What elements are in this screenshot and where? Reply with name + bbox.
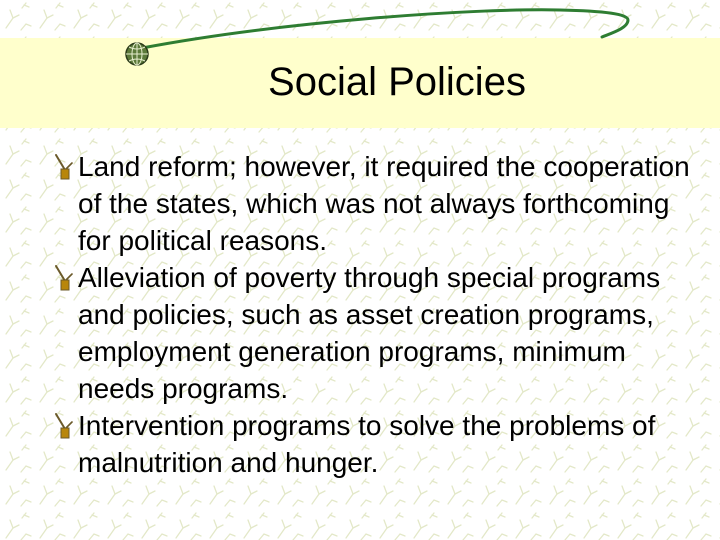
bullet-item [52,259,702,407]
sprig-bullet-icon [52,412,74,440]
bullet-item [52,148,702,259]
bullet-item [52,407,702,481]
sprig-bullet-icon [52,264,74,292]
bullet-text: Intervention programs to solve the problems of malnutrition and hunger. [78,410,656,478]
bullet-list [52,148,702,481]
slide-title: Social Policies [268,60,526,104]
sprig-bullet-icon [52,153,74,181]
bullet-text: Alleviation of poverty through special programs and policies, such as asset creation programs, employment generation programs, minimum needs programs. [78,262,661,404]
bullet-text: Land reform; however, it required the cooperation of the states, which was not always forthcoming for political reasons. [78,151,690,256]
